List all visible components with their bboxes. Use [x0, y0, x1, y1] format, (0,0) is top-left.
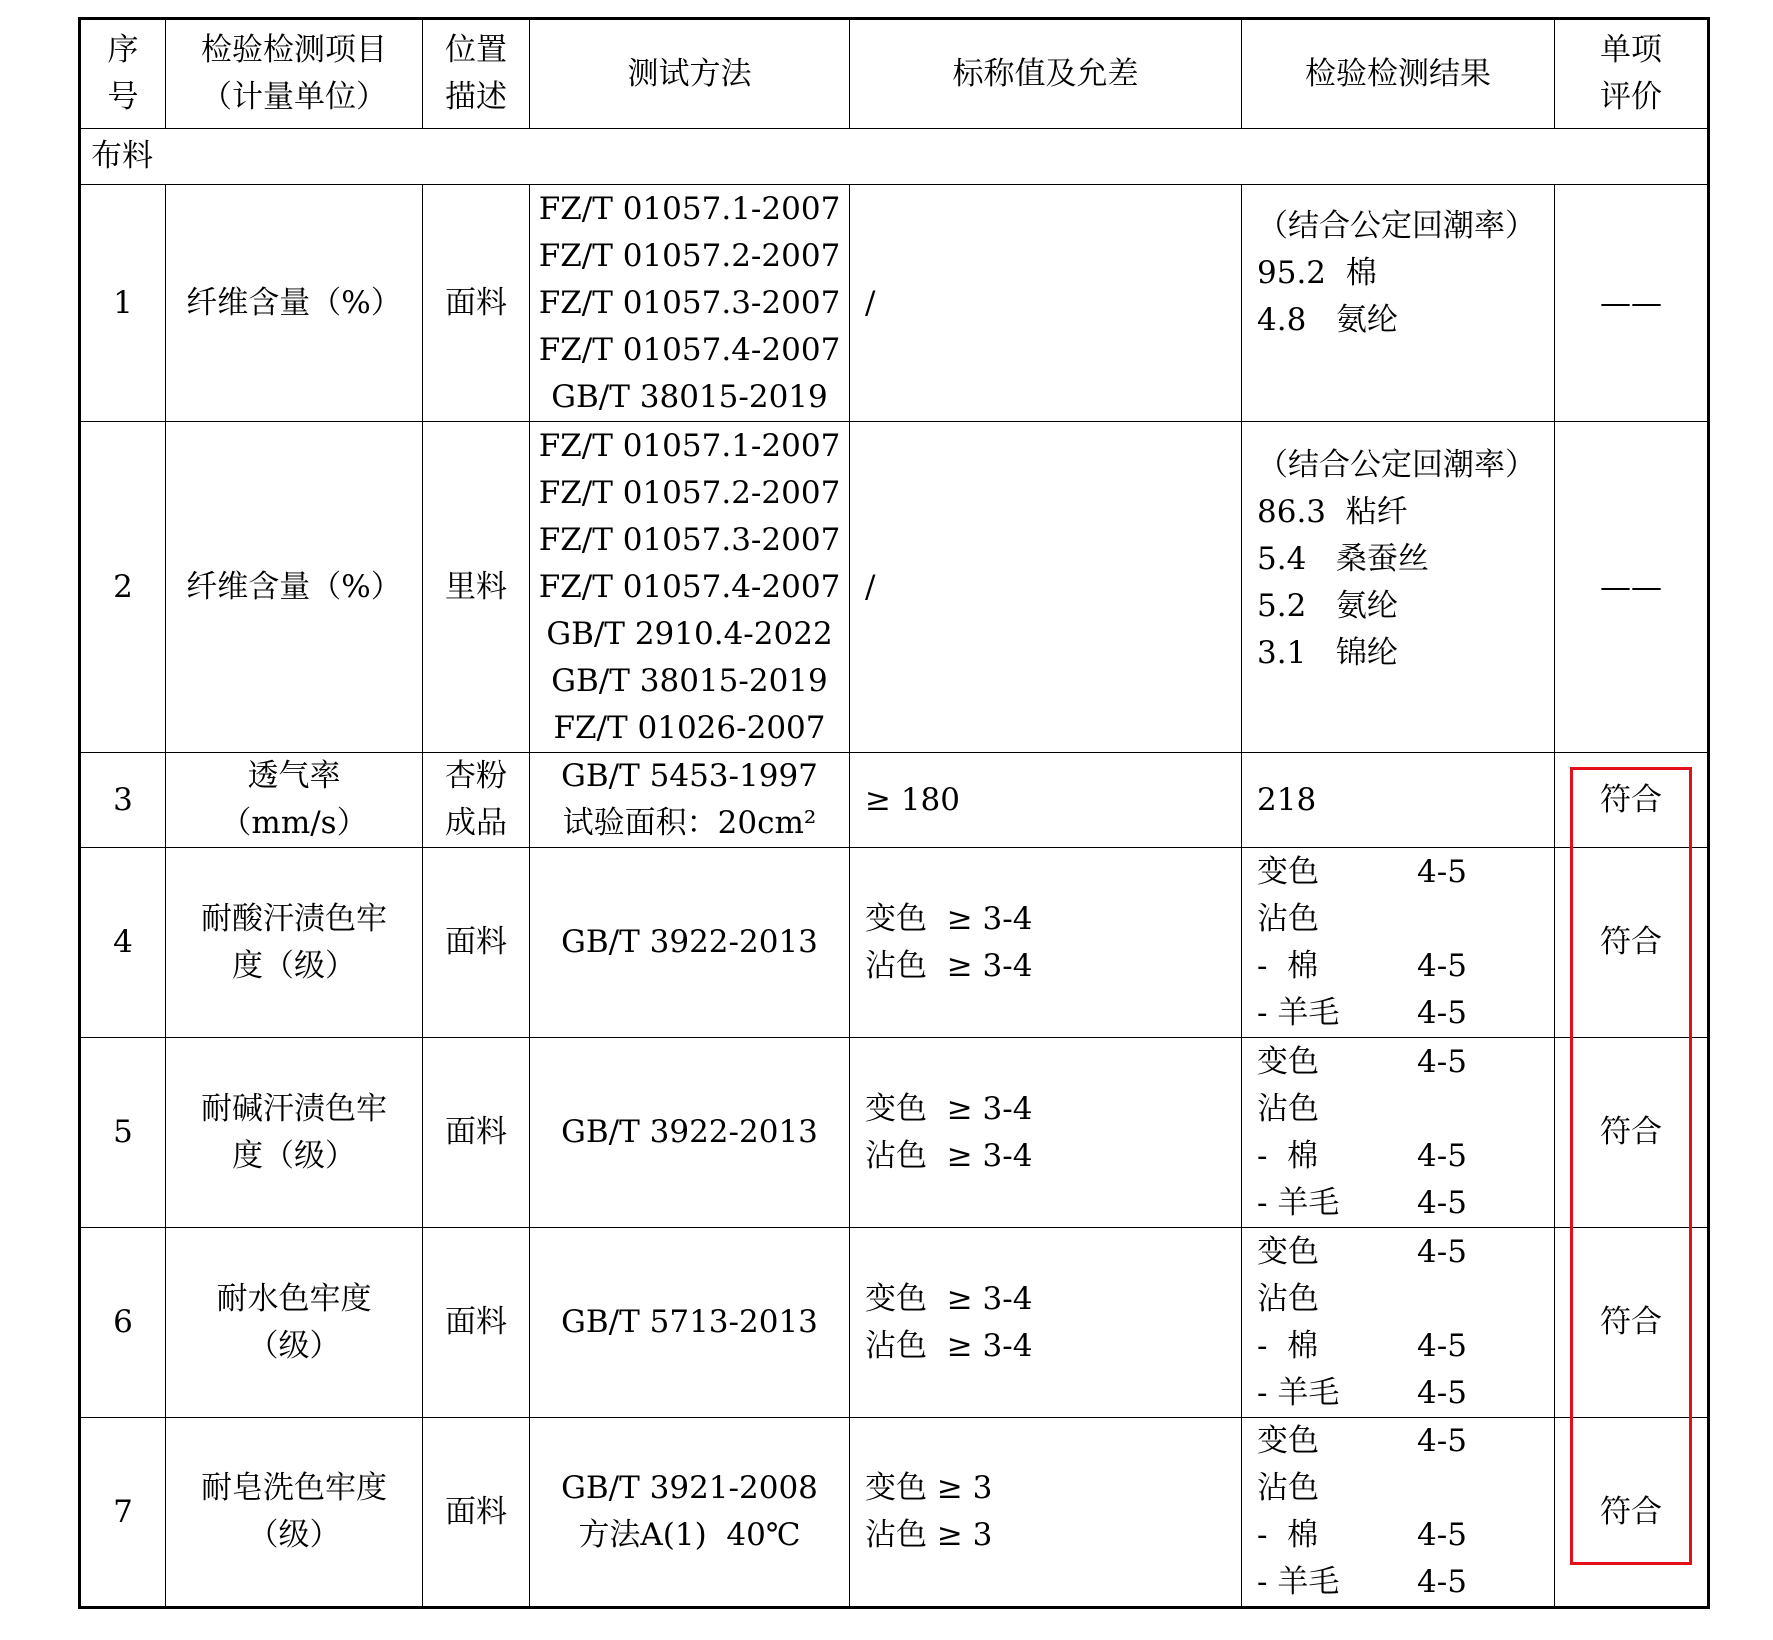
- cell-item-line: （级）: [247, 1517, 341, 1553]
- header-seq: [80, 19, 166, 129]
- header-evaluation-line: 评价: [1600, 79, 1662, 115]
- cell-method-line: GB/T 38015-2019: [551, 378, 828, 415]
- table-row: [80, 422, 1709, 753]
- cell-method-line: FZ/T 01057.2-2007: [538, 237, 841, 274]
- cell-item-line: 透气率: [247, 758, 341, 794]
- cell-method-line: GB/T 3922-2013: [561, 1114, 818, 1150]
- cell-nominal: [850, 422, 1242, 753]
- table-row: [80, 1418, 1709, 1608]
- cell-item-line: 耐水色牢度: [216, 1280, 372, 1317]
- cell-evaluation: ——: [1555, 422, 1709, 753]
- result-line: [1257, 1086, 1554, 1133]
- header-method: 测试方法: [530, 19, 850, 129]
- header-position: [423, 19, 530, 129]
- cell-result: [1242, 753, 1555, 848]
- result-line: 5.2 氨纶: [1257, 588, 1398, 624]
- result-line: [1257, 1229, 1554, 1276]
- result-line: [1257, 1465, 1554, 1512]
- cell-seq: 2: [80, 422, 166, 753]
- cell-nominal: [850, 1418, 1242, 1608]
- result-label: 沾色: [1257, 1470, 1319, 1506]
- result-label: - 棉: [1257, 947, 1319, 984]
- cell-seq: 7: [80, 1418, 166, 1608]
- header-evaluation-line: 单项: [1600, 32, 1662, 68]
- result-label: 变色: [1257, 1423, 1319, 1459]
- section-row: [80, 129, 1709, 185]
- cell-seq: 3: [80, 753, 166, 848]
- cell-method: [530, 1038, 850, 1228]
- cell-position-line: 面料: [445, 1493, 507, 1530]
- header-item-line: （计量单位）: [201, 79, 387, 115]
- cell-nominal-line: 沾色 ≥ 3: [865, 1517, 993, 1553]
- result-value: 4-5: [1417, 1423, 1467, 1459]
- cell-nominal: [850, 753, 1242, 848]
- cell-method-line: GB/T 38015-2019: [551, 662, 828, 699]
- cell-result: [1242, 422, 1555, 753]
- cell-item: [166, 185, 423, 422]
- cell-nominal-line: 变色 ≥ 3: [865, 1470, 993, 1506]
- cell-position-line: 里料: [445, 568, 507, 605]
- cell-item-line: 度（级）: [232, 947, 356, 984]
- cell-result: [1242, 848, 1555, 1038]
- result-line: [1257, 1276, 1554, 1323]
- result-line: [1257, 1418, 1554, 1465]
- result-line: [1257, 849, 1554, 896]
- result-label: - 羊毛: [1257, 994, 1340, 1031]
- cell-nominal-line: /: [865, 284, 876, 321]
- table-row: [80, 848, 1709, 1038]
- cell-item-line: 度（级）: [232, 1137, 356, 1174]
- cell-position-line: 面料: [445, 1114, 507, 1150]
- header-evaluation: [1555, 19, 1709, 129]
- cell-seq: 4: [80, 848, 166, 1038]
- cell-position: [423, 1228, 530, 1418]
- result-line: 4.8 氨纶: [1257, 302, 1398, 338]
- result-label: 变色: [1257, 1233, 1319, 1270]
- result-line: [1257, 1512, 1554, 1559]
- result-line: [1257, 896, 1554, 943]
- cell-nominal: [850, 1228, 1242, 1418]
- result-value: 4-5: [1417, 994, 1467, 1031]
- cell-method-line: FZ/T 01057.4-2007: [538, 568, 841, 605]
- result-line: （结合公定回潮率）: [1257, 447, 1536, 483]
- result-label: - 羊毛: [1257, 1374, 1340, 1411]
- cell-nominal-line: /: [865, 568, 876, 605]
- cell-position-line: 面料: [445, 1304, 507, 1340]
- result-line: [1257, 990, 1554, 1037]
- header-position-line: 描述: [445, 79, 507, 115]
- result-line: [1257, 943, 1554, 990]
- cell-position: [423, 848, 530, 1038]
- cell-nominal-line: 变色 ≥ 3-4: [865, 1090, 1033, 1127]
- cell-position-line: 成品: [445, 805, 507, 841]
- result-value: 4-5: [1417, 1564, 1467, 1600]
- cell-nominal-line: 沾色 ≥ 3-4: [865, 947, 1033, 984]
- cell-result: [1242, 1228, 1555, 1418]
- cell-method-line: GB/T 2910.4-2022: [546, 615, 833, 652]
- cell-evaluation: 符合: [1555, 753, 1709, 848]
- result-value: 4-5: [1417, 947, 1467, 984]
- cell-method-line: 试验面积：20cm²: [562, 805, 817, 841]
- header-row: [80, 19, 1709, 129]
- table-row: [80, 753, 1709, 848]
- result-line: 95.2 棉: [1257, 255, 1377, 291]
- cell-item: [166, 848, 423, 1038]
- table-row: [80, 1228, 1709, 1418]
- result-line: [1257, 1133, 1554, 1180]
- cell-evaluation: 符合: [1555, 1418, 1709, 1608]
- cell-nominal-line: ≥ 180: [865, 781, 960, 818]
- result-label: - 棉: [1257, 1137, 1319, 1174]
- result-value: 4-5: [1417, 1374, 1467, 1411]
- cell-method-line: GB/T 5453-1997: [561, 758, 818, 794]
- cell-item: [166, 1228, 423, 1418]
- cell-item-line: 纤维含量（%）: [186, 568, 402, 605]
- cell-position-line: 面料: [445, 284, 507, 321]
- cell-seq: 6: [80, 1228, 166, 1418]
- cell-method-line: 方法A(1) 40℃: [578, 1517, 801, 1553]
- result-line: [1257, 1559, 1554, 1606]
- cell-method-line: FZ/T 01057.1-2007: [538, 190, 841, 227]
- cell-evaluation: ——: [1555, 185, 1709, 422]
- cell-evaluation: 符合: [1555, 1228, 1709, 1418]
- cell-method: [530, 848, 850, 1038]
- header-position-line: 位置: [445, 32, 507, 68]
- cell-item: [166, 753, 423, 848]
- result-label: - 棉: [1257, 1327, 1319, 1364]
- result-label: 沾色: [1257, 1090, 1319, 1127]
- cell-item: [166, 422, 423, 753]
- cell-method-line: FZ/T 01026-2007: [553, 709, 826, 746]
- cell-item: [166, 1038, 423, 1228]
- result-value: 4-5: [1417, 1233, 1467, 1270]
- cell-position: [423, 753, 530, 848]
- cell-nominal: [850, 185, 1242, 422]
- cell-method: [530, 1418, 850, 1608]
- cell-evaluation: 符合: [1555, 1038, 1709, 1228]
- result-line: [1257, 1370, 1554, 1417]
- cell-position: [423, 422, 530, 753]
- cell-item-line: 耐碱汗渍色牢: [201, 1090, 387, 1127]
- cell-method-line: FZ/T 01057.3-2007: [538, 521, 841, 558]
- test-results-table: [78, 17, 1710, 1609]
- result-line: [1257, 1039, 1554, 1086]
- result-label: - 棉: [1257, 1517, 1319, 1553]
- cell-nominal-line: 沾色 ≥ 3-4: [865, 1327, 1033, 1364]
- result-value: 4-5: [1417, 1137, 1467, 1174]
- result-value: 4-5: [1417, 1517, 1467, 1553]
- result-label: 沾色: [1257, 1280, 1319, 1317]
- result-label: - 羊毛: [1257, 1564, 1340, 1600]
- header-seq-line: 号: [107, 79, 139, 115]
- cell-position: [423, 185, 530, 422]
- cell-method: [530, 422, 850, 753]
- result-value: 4-5: [1417, 1043, 1467, 1080]
- cell-position-line: 杏粉: [445, 758, 507, 794]
- cell-position-line: 面料: [445, 924, 507, 960]
- cell-method: [530, 1228, 850, 1418]
- header-result: 检验检测结果: [1242, 19, 1555, 129]
- cell-result: [1242, 185, 1555, 422]
- cell-item-line: （mm/s）: [220, 805, 368, 841]
- result-label: - 羊毛: [1257, 1184, 1340, 1221]
- result-line: 3.1 锦纶: [1257, 635, 1398, 671]
- result-value: 4-5: [1417, 1184, 1467, 1221]
- header-item: [166, 19, 423, 129]
- header-item-line: 检验检测项目: [201, 32, 387, 68]
- cell-nominal: [850, 848, 1242, 1038]
- section-label: 布料: [80, 129, 1709, 185]
- result-line: [1257, 1323, 1554, 1370]
- cell-result: [1242, 1038, 1555, 1228]
- result-label: 变色: [1257, 853, 1319, 890]
- cell-item: [166, 1418, 423, 1608]
- result-value: 4-5: [1417, 1327, 1467, 1364]
- result-line: 218: [1257, 781, 1317, 818]
- table-row: [80, 185, 1709, 422]
- cell-seq: 1: [80, 185, 166, 422]
- cell-nominal-line: 变色 ≥ 3-4: [865, 1280, 1033, 1317]
- result-line: [1257, 1180, 1554, 1227]
- result-label: 沾色: [1257, 900, 1319, 937]
- cell-seq: 5: [80, 1038, 166, 1228]
- cell-nominal-line: 变色 ≥ 3-4: [865, 900, 1033, 937]
- header-nominal: 标称值及允差: [850, 19, 1242, 129]
- cell-method-line: FZ/T 01057.4-2007: [538, 331, 841, 368]
- result-value: 4-5: [1417, 853, 1467, 890]
- cell-method: [530, 185, 850, 422]
- cell-nominal-line: 沾色 ≥ 3-4: [865, 1137, 1033, 1174]
- result-line: 5.4 桑蚕丝: [1257, 541, 1429, 577]
- result-line: （结合公定回潮率）: [1257, 208, 1536, 244]
- cell-method-line: FZ/T 01057.3-2007: [538, 284, 841, 321]
- cell-result: [1242, 1418, 1555, 1608]
- cell-method-line: GB/T 3921-2008: [561, 1470, 818, 1506]
- header-seq-line: 序: [107, 32, 139, 68]
- cell-item-line: 纤维含量（%）: [186, 284, 402, 321]
- cell-method-line: GB/T 3922-2013: [561, 924, 818, 960]
- cell-nominal: [850, 1038, 1242, 1228]
- cell-method-line: GB/T 5713-2013: [561, 1304, 818, 1340]
- cell-item-line: （级）: [247, 1327, 341, 1364]
- cell-method-line: FZ/T 01057.1-2007: [538, 427, 841, 464]
- result-line: 86.3 粘纤: [1257, 494, 1408, 530]
- cell-position: [423, 1418, 530, 1608]
- cell-evaluation: 符合: [1555, 848, 1709, 1038]
- cell-method: [530, 753, 850, 848]
- cell-method-line: FZ/T 01057.2-2007: [538, 474, 841, 511]
- cell-item-line: 耐酸汗渍色牢: [201, 900, 387, 937]
- cell-item-line: 耐皂洗色牢度: [201, 1470, 387, 1506]
- cell-position: [423, 1038, 530, 1228]
- result-label: 变色: [1257, 1043, 1319, 1080]
- table-row: [80, 1038, 1709, 1228]
